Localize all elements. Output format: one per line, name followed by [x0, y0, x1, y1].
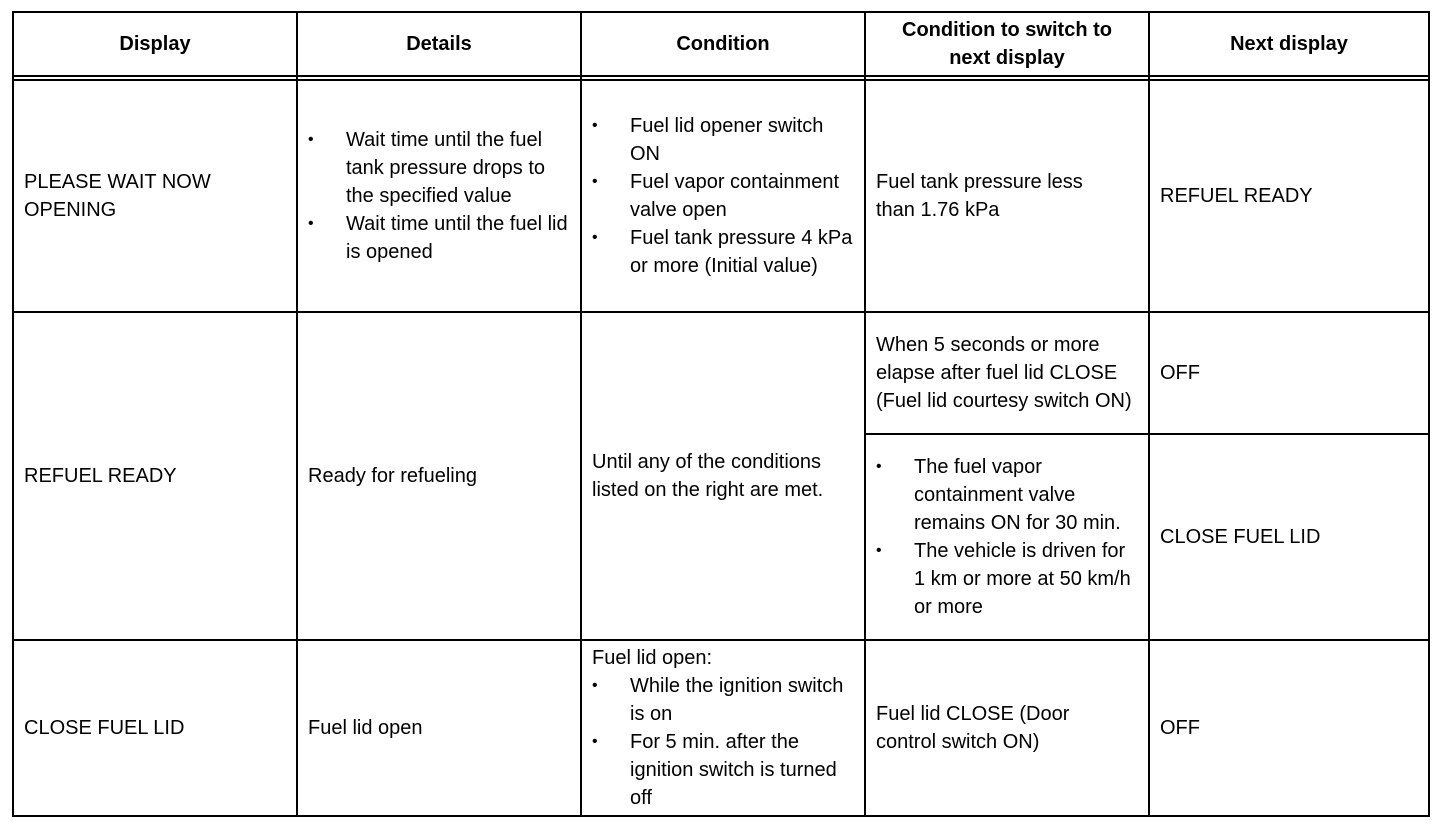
- row3-switch-condition: [866, 641, 1148, 815]
- row2a-next-display-text: OFF: [1160, 362, 1200, 384]
- row3-details: [298, 641, 580, 815]
- header-display: Display: [119, 33, 191, 55]
- row2-display-text: REFUEL READY: [24, 465, 177, 487]
- list-item: • The vehicle is driven for 1 km or more at 50 km/h or more: [876, 537, 1140, 621]
- row3-details-text: Fuel lid open: [308, 717, 423, 739]
- row2-condition: [582, 313, 864, 639]
- header-details: Details: [406, 33, 472, 55]
- row3-next-display-text: OFF: [1160, 717, 1200, 739]
- row1-condition: [582, 81, 864, 311]
- row1-display: [14, 81, 296, 311]
- row1-next-display-text: REFUEL READY: [1160, 185, 1313, 207]
- row2-condition-text: Until any of the conditions listed on the right are met.: [592, 451, 824, 501]
- row3-condition: [582, 641, 864, 815]
- row3-condition-block: [592, 644, 856, 812]
- row2b-next-display-text: CLOSE FUEL LID: [1160, 526, 1321, 548]
- row1-switch-condition-text: Fuel tank pressure less than 1.76 kPa: [876, 171, 1083, 221]
- row1-details: [298, 81, 580, 311]
- row2b-switch-condition-list: [876, 453, 1140, 621]
- list-item: • For 5 min. after the ignition switch is turned off: [592, 728, 856, 812]
- row2a-switch-condition-text: When 5 seconds or more elapse after fuel lid CLOSE (Fuel lid courtesy switch ON): [876, 334, 1132, 412]
- row3-condition-intro: Fuel lid open:: [592, 647, 713, 669]
- row2-details: [298, 313, 580, 639]
- header-divider: [12, 75, 1430, 77]
- list-item: • Fuel tank pressure 4 kPa or more (Initial value): [592, 224, 856, 280]
- row2b-switch-condition: [866, 435, 1148, 639]
- list-item: • While the ignition switch is on: [592, 672, 856, 728]
- header-condition: Condition: [676, 33, 770, 55]
- list-item: • Wait time until the fuel lid is opened: [308, 210, 572, 266]
- row3-condition-list: [592, 672, 856, 812]
- list-item: • The fuel vapor containment valve remains ON for 30 min.: [876, 453, 1140, 537]
- header-next-display: Next display: [1230, 33, 1348, 55]
- row2b-next-display: [1150, 435, 1428, 639]
- list-item: • Fuel lid opener switch ON: [592, 112, 856, 168]
- row1-next-display: [1150, 81, 1428, 311]
- header-switch-condition: Condition to switch to next display: [902, 19, 1112, 69]
- row3-switch-condition-text: Fuel lid CLOSE (Door control switch ON): [876, 703, 1070, 753]
- row2-display: [14, 313, 296, 639]
- row2a-next-display: [1150, 313, 1428, 433]
- row2-details-text: Ready for refueling: [308, 465, 477, 487]
- row1-details-list: [308, 126, 572, 266]
- row1-switch-condition: [866, 81, 1148, 311]
- row1-display-text: PLEASE WAIT NOW OPENING: [24, 171, 211, 221]
- row3-display-text: CLOSE FUEL LID: [24, 717, 185, 739]
- list-item: • Wait time until the fuel tank pressure drops to the specified value: [308, 126, 572, 210]
- list-item: • Fuel vapor containment valve open: [592, 168, 856, 224]
- row2a-switch-condition: [866, 313, 1148, 433]
- row3-display: [14, 641, 296, 815]
- row3-next-display: [1150, 641, 1428, 815]
- row1-condition-list: [592, 112, 856, 280]
